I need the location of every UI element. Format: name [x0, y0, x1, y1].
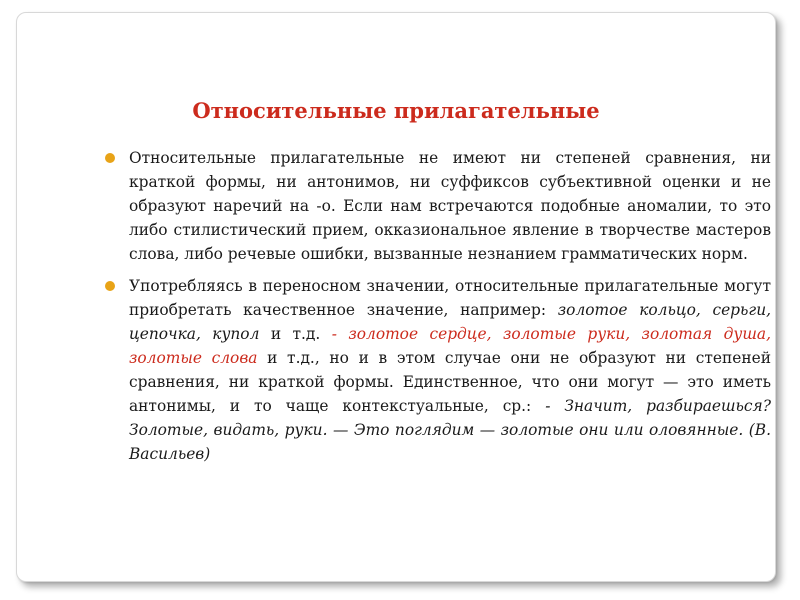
bullet-text-etc: и т.д.: [270, 325, 321, 343]
slide-title: Относительные прилагательные: [192, 98, 600, 123]
bullet-text: Относительные прилагательные не имеют ни степеней сравнения, ни краткой формы, ни антонимов, ни суффиксов субъективной оценки и не образуют наречий на -о. Если нам встречаются подобные аномалии, то это либо стилистический прием, окказиональное явление в творчестве мастеров слова, либо речевые ошибки, вызванные незнанием грамматических норм.: [129, 149, 771, 263]
bullet-icon: [105, 153, 115, 163]
slide-content: [105, 146, 771, 474]
bullet-icon: [105, 281, 115, 291]
example-literal: золотое кольцо, серьги, цепочка, купол: [129, 301, 771, 343]
bullet-text-intro: Употребляясь в переносном значении, относительные прилагательные могут приобретать качественное значение, например:: [129, 277, 771, 319]
quotation: - Значит, разбираешься? Золотые, видать, руки. — Это поглядим — золотые они или оловянные. (В. Васильев): [129, 397, 771, 463]
bullet-item-1: [105, 146, 771, 266]
bullet-text-body: и т.д., но и в этом случае они не образуют ни степеней сравнения, ни краткой формы. Единственное, что они могут — это иметь антонимы, и то чаще контекстуальные, ср.:: [129, 349, 771, 415]
example-figurative: - золотое сердце, золотые руки, золотая душа, золотые слова: [129, 325, 771, 367]
bullet-item-2: [105, 274, 771, 466]
slide-frame: [16, 12, 776, 582]
